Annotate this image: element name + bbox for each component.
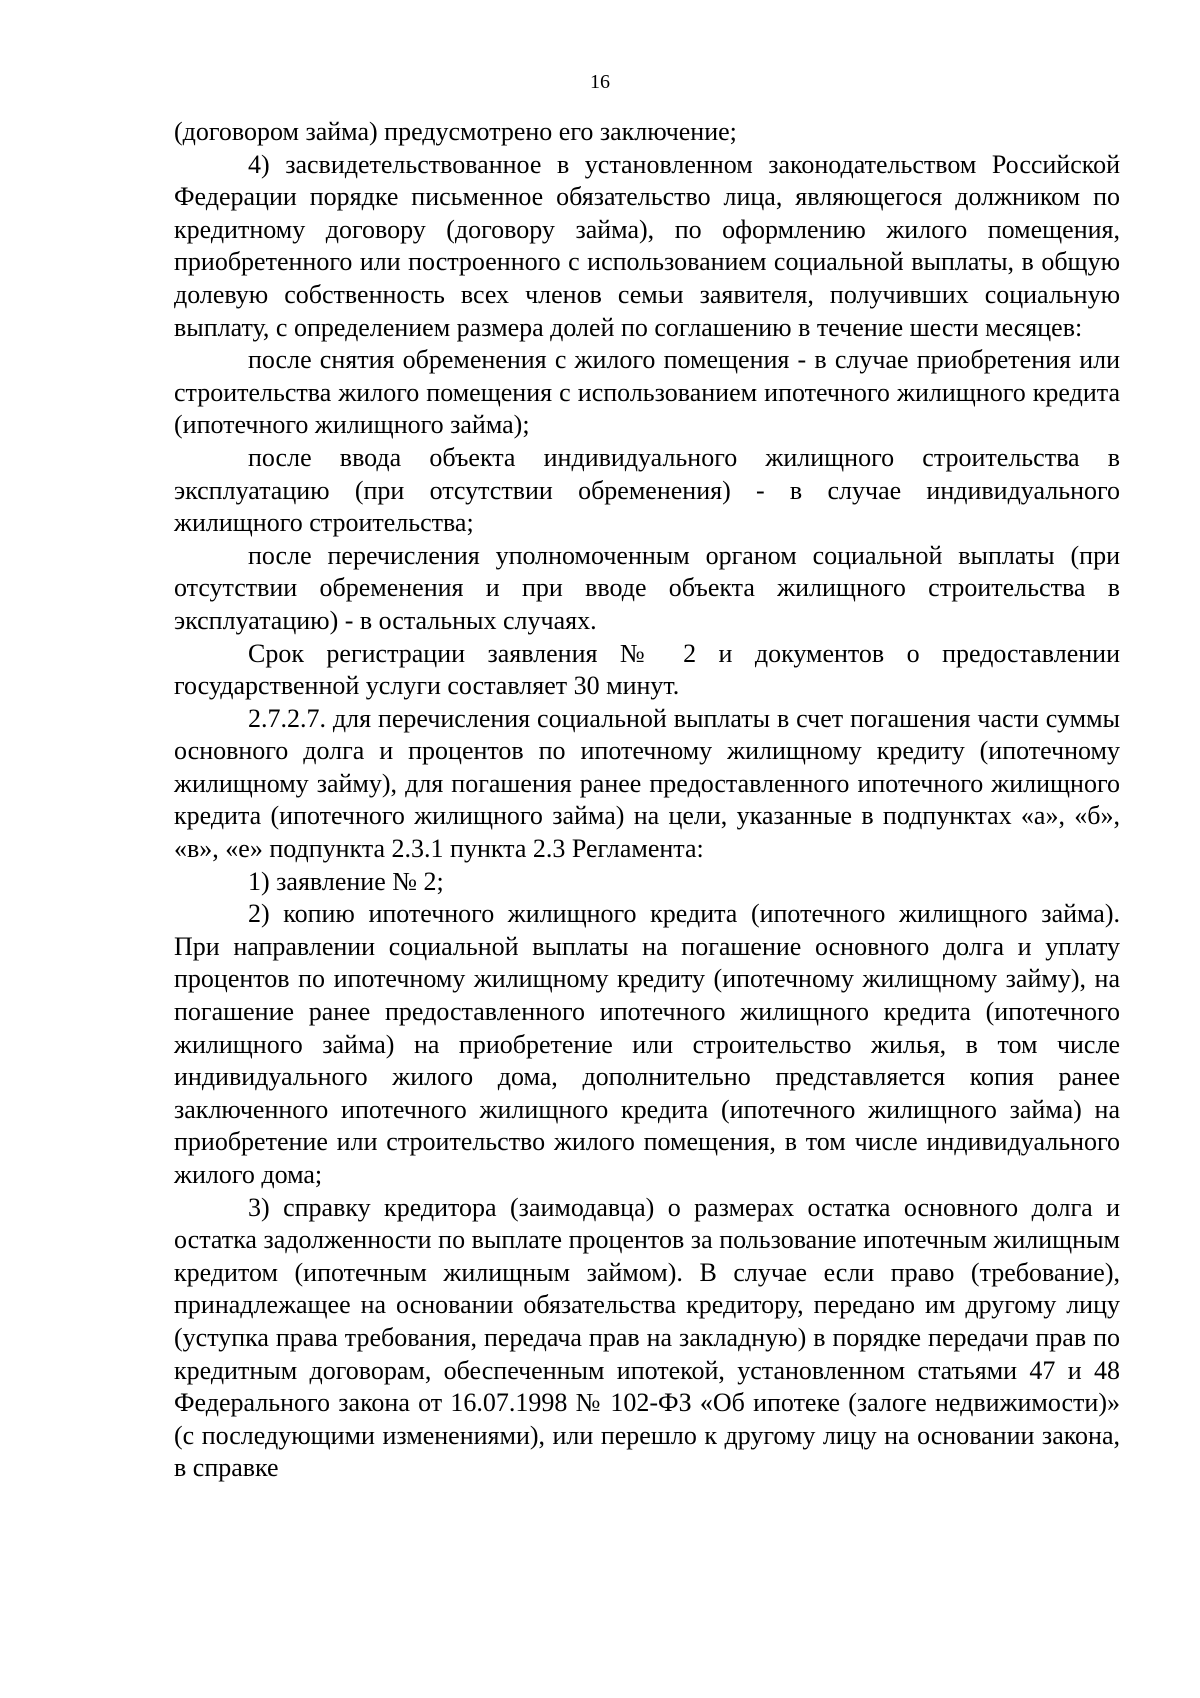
- paragraph: 1) заявление № 2;: [248, 866, 444, 896]
- paragraph: Срок регистрации заявления № 2 и документов о предоставлении государственной услуги составляет 30 минут.: [174, 638, 1120, 701]
- paragraph: 2) копию ипотечного жилищного кредита (ипотечного жилищного займа). При направлении социальной выплаты на погашение основного долга и уплату процентов по ипотечному жилищному кредиту (ипотечному жилищному займу), на погашение ранее предоставленного ипотечного жилищного кредита (ипотечного жилищного займа) на приобретение или строительство жилья, в том числе индивидуального жилого дома, дополнительно представляется копия ранее заключенного ипотечного жилищного кредита (ипотечного жилищного займа) на приобретение или строительство жилого помещения, в том числе индивидуального жилого дома;: [174, 899, 1120, 1189]
- paragraph: 2.7.2.7. для перечисления социальной выплаты в счет погашения части суммы основного долга и процентов по ипотечному жилищному кредиту (ипотечному жилищному займу), для погашения ранее предоставленного ипотечного жилищного кредита (ипотечного жилищного займа) на цели, указанные в подпунктах «а», «б», «в», «е» подпункта 2.3.1 пункта 2.3 Регламента:: [174, 703, 1120, 864]
- paragraph: после перечисления уполномоченным органом социальной выплаты (при отсутствии обременения и при вводе объекта жилищного строительства в эксплуатацию) - в остальных случаях.: [174, 540, 1120, 635]
- document-body: [174, 116, 1120, 1485]
- page-number: 16: [590, 71, 610, 93]
- paragraph: 4) засвидетельствованное в установленном законодательством Российской Федерации порядке письменное обязательство лица, являющегося должником по кредитному договору (договору займа), по оформлению жилого помещения, приобретенного или построенного с использованием социальной выплаты, в общую долевую собственность всех членов семьи заявителя, получивших социальную выплату, с определением размера долей по соглашению в течение шести месяцев:: [174, 149, 1120, 342]
- paragraph: после ввода объекта индивидуального жилищного строительства в эксплуатацию (при отсутствии обременения) - в случае индивидуального жилищного строительства;: [174, 442, 1120, 538]
- paragraph: после снятия обременения с жилого помещения - в случае приобретения или строительства жилого помещения с использованием ипотечного жилищного кредита (ипотечного жилищного займа);: [174, 345, 1120, 440]
- paragraph: 3) справку кредитора (заимодавца) о размерах остатка основного долга и остатка задолженности по выплате процентов за пользование ипотечным жилищным кредитом (ипотечным жилищным займом). В случае если право (требование), принадлежащее на основании обязательства кредитору, передано им другому лицу (уступка права требования, передача прав на закладную) в порядке передачи прав по кредитным договорам, обеспеченным ипотекой, установленном статьями 47 и 48 Федерального закона от 16.07.1998 № 102-ФЗ «Об ипотеке (залоге недвижимости)» (с последующими изменениями), или перешло к другому лицу на основании закона, в справке: [174, 1192, 1120, 1483]
- paragraph: (договором займа) предусмотрено его заключение;: [174, 117, 737, 146]
